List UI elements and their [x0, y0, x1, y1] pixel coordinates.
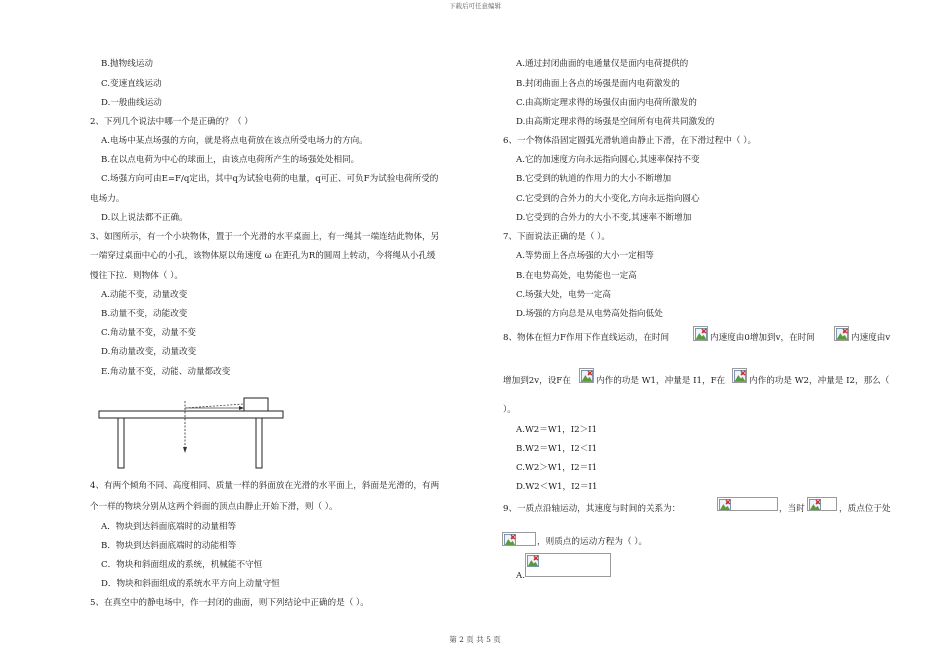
- q2-option-a: A.电场中某点场强的方向，就是将点电荷放在该点所受电场力的方向。: [101, 136, 368, 146]
- broken-image-icon: [504, 534, 516, 546]
- broken-image-icon: [695, 328, 707, 340]
- q2-option-d: D.以上说法都不正确。: [101, 213, 188, 223]
- broken-image-icon: [581, 370, 593, 382]
- q5-option-b: B.封闭曲面上各点的场强是面内电荷激发的: [516, 79, 680, 89]
- q7-option-d: D.场强的方向总是从电势高处指向低处: [516, 309, 663, 319]
- broken-image-icon: [719, 499, 731, 511]
- q3-option-c: C.角动量不变，动量不变: [101, 328, 196, 338]
- q4-option-c: C．物块和斜面组成的系统，机械能不守恒: [101, 560, 263, 570]
- q7-option-c: C.场强大处，电势一定高: [516, 290, 611, 300]
- q5-stem: 5、在真空中的静电场中，作一封闭的曲面，则下列结论中正确的是（ ）。: [90, 598, 369, 608]
- formula-image-placeholder: [693, 326, 708, 341]
- q8-stem-part3: 内速度由v: [851, 333, 891, 343]
- q4-stem-1: 4、有两个倾角不同、高度相同、质量一样的斜面放在光滑的水平面上，斜面是光滑的，有两: [90, 481, 440, 491]
- q8-option-b: B.W2＝W1，I2＜I1: [516, 444, 598, 454]
- q9-stem-part1: 9、一质点沿轴运动，其速度与时间的关系为：: [503, 504, 681, 514]
- q3-option-e: E.角动量不变，动能、动量都改变: [101, 367, 231, 377]
- q4-option-d: D．物块和斜面组成的系统水平方向上动量守恒: [101, 579, 280, 589]
- q2-option-c-cont: 电场力。: [90, 194, 125, 204]
- q9-stem-part3: ，质点位于处: [839, 504, 891, 514]
- q8-stem-part5: 内作的功是 W1，冲量是 I1，F在: [596, 376, 726, 386]
- broken-image-icon: [836, 328, 848, 340]
- formula-image-placeholder: [717, 497, 778, 511]
- q6-option-a: A.它的加速度方向永远指向圆心,其速率保持不变: [516, 155, 700, 165]
- q5-option-c: C.由高斯定理求得的场强仅由面内电荷所激发的: [516, 98, 697, 108]
- q5-option-d: D.由高斯定理求得的场强是空间所有电荷共同激发的: [516, 117, 715, 127]
- q9-option-a-label: A.: [516, 571, 525, 581]
- q3-stem-3: 慢往下拉．则物体（ ）。: [90, 271, 183, 281]
- q9-stem-part4: ，则质点的运动方程为（ ）。: [537, 537, 648, 547]
- q3-stem-1: 3、如图所示，有一个小块物体，置于一个光滑的水平桌面上，有一绳其一端连结此物体，另: [90, 232, 440, 242]
- q8-option-a: A.W2＝W1，I2＞I1: [516, 425, 598, 435]
- q4-option-a: A．物块到达斜面底端时的动量相等: [101, 522, 237, 532]
- q7-option-b: B.在电势高处，电势能也一定高: [516, 271, 637, 281]
- q8-option-d: D.W2＜W1，I2＝I1: [516, 482, 598, 492]
- q4-stem-2: 个一样的物块分别从这两个斜面的顶点由静止开始下滑，则（ ）。: [90, 502, 338, 512]
- q6-option-d: D.它受到的合外力的大小不变,其速率不断增加: [516, 213, 692, 223]
- formula-image-placeholder: [525, 553, 611, 577]
- formula-image-placeholder: [732, 368, 747, 383]
- q8-stem-part1: 8、物体在恒力F作用下作直线运动，在时间: [503, 333, 670, 343]
- q6-option-b: B.它受到的轨道的作用力的大小不断增加: [516, 174, 672, 184]
- formula-image-placeholder: [502, 532, 536, 546]
- q2-stem: 2、下列几个说法中哪一个是正确的？（ ）: [90, 117, 253, 127]
- q6-stem: 6、一个物体沿固定圆弧光滑轨道由静止下滑，在下滑过程中（ ）。: [503, 136, 757, 146]
- q9-stem-part2: ，当时: [779, 504, 805, 514]
- q5-option-a: A.通过封闭曲面的电通量仅是面内电荷提供的: [516, 59, 689, 69]
- page-footer: 第 2 页 共 5 页: [449, 635, 501, 644]
- table-diagram: [98, 393, 288, 471]
- q8-option-c: C.W2＞W1，I2＝I1: [516, 463, 598, 473]
- q1-option-d: D.一般曲线运动: [101, 98, 162, 108]
- q8-stem-part7: ）。: [503, 405, 516, 415]
- formula-image-placeholder: [807, 497, 837, 511]
- q3-stem-2: 一端穿过桌面中心的小孔，该物体原以角速度 ω 在距孔为R的圆周上转动，今将绳从小孔缓: [90, 251, 436, 261]
- q2-option-c: C.场强方向可由E=F/q定出，其中q为试验电荷的电量，q可正、可负F为试验电荷所受的: [101, 174, 439, 184]
- q8-stem-part2: 内速度由0增加到v，在时间: [710, 333, 815, 343]
- q3-option-d: D.角动量改变，动量改变: [101, 347, 197, 357]
- q1-option-b: B.抛物线运动: [101, 59, 154, 69]
- q3-option-b: B.动量不变，动能改变: [101, 309, 188, 319]
- q2-option-b: B.在以点电荷为中心的球面上，由该点电荷所产生的场强处处相同。: [101, 155, 360, 165]
- q3-option-a: A.动能不变，动量改变: [101, 290, 188, 300]
- q6-option-c: C.它受到的合外力的大小变化,方向永远指向圆心: [516, 194, 700, 204]
- page-header: 下载后可任意编辑: [449, 2, 501, 10]
- broken-image-icon: [527, 555, 539, 567]
- formula-image-placeholder: [834, 326, 849, 341]
- q8-stem-part4: 增加到2v，设F在: [503, 376, 571, 386]
- formula-image-placeholder: [579, 368, 594, 383]
- q1-option-c: C.变速直线运动: [101, 79, 162, 89]
- q7-stem: 7、下面说法正确的是（ ）。: [503, 232, 611, 242]
- broken-image-icon: [734, 370, 746, 382]
- broken-image-icon: [809, 499, 821, 511]
- q7-option-a: A.等势面上各点场强的大小一定相等: [516, 251, 654, 261]
- q8-stem-part6: 内作的功是 W2，冲量是 I2，那么（: [749, 376, 890, 386]
- q4-option-b: B．物块到达斜面底端时的动能相等: [101, 541, 237, 551]
